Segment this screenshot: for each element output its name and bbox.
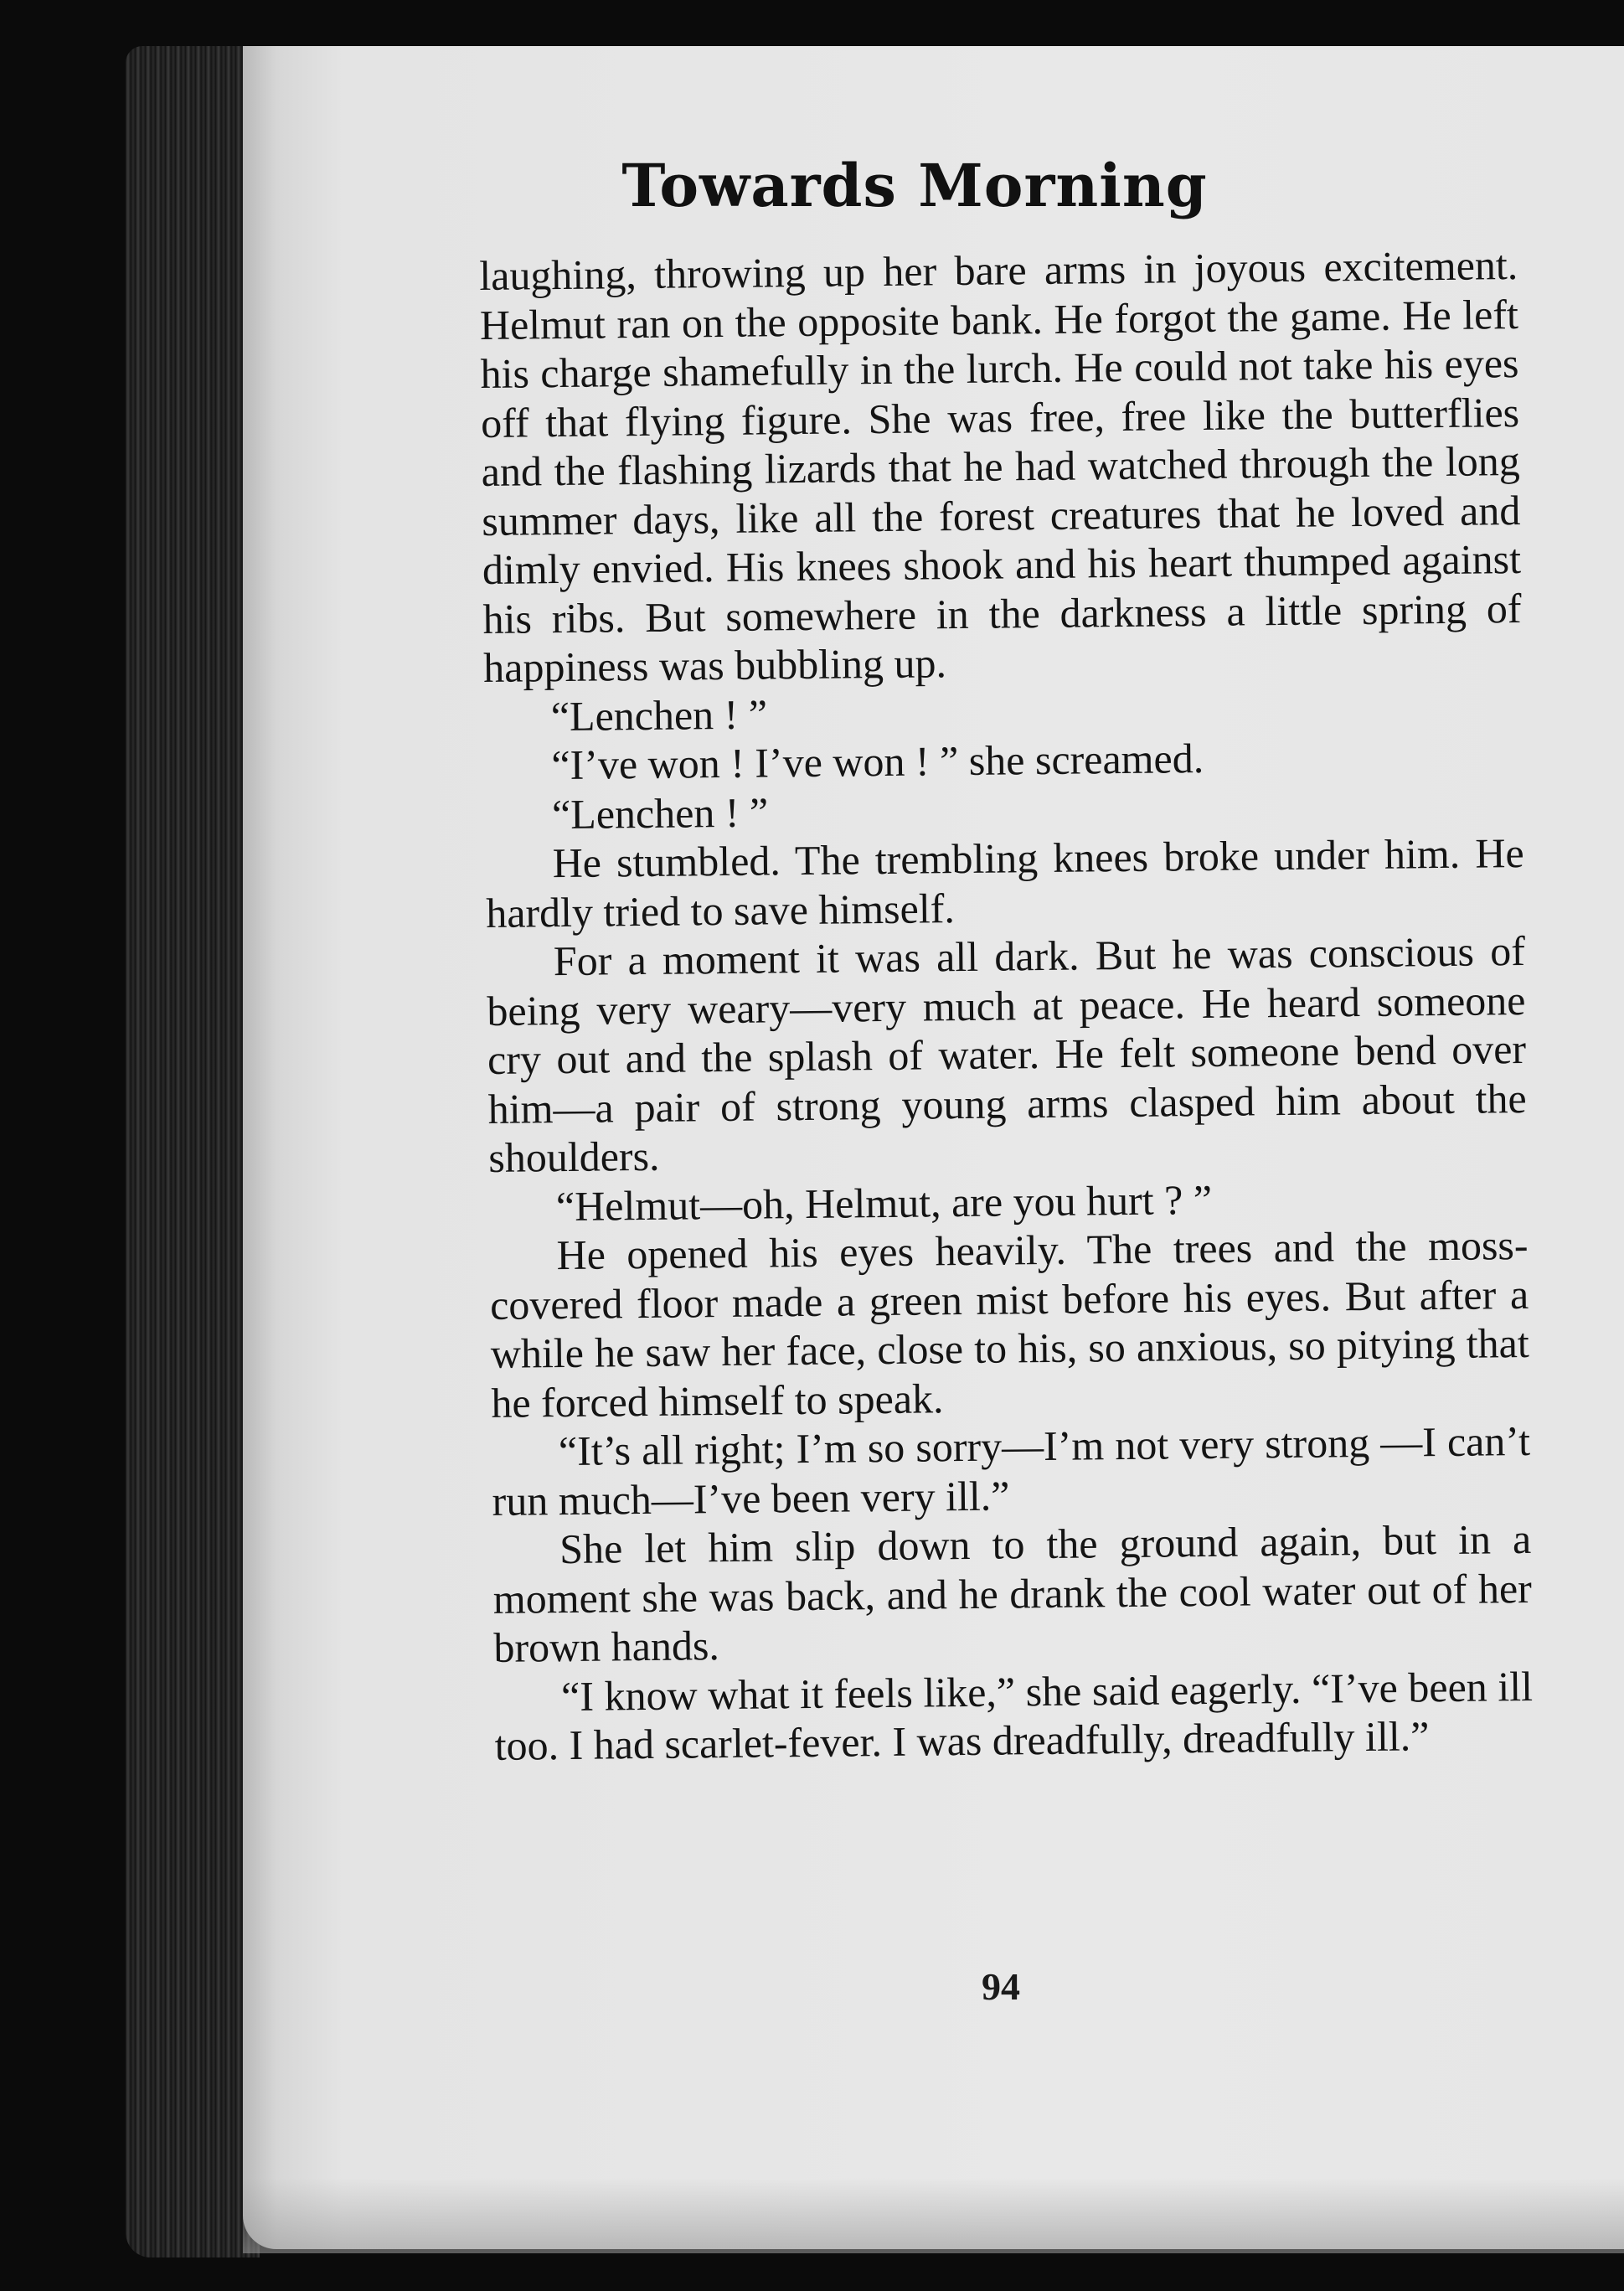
page-edges — [126, 46, 260, 2257]
dialogue-line: “Lenchen ! ” — [551, 787, 769, 838]
page-bottom-shadow — [243, 2178, 1624, 2253]
paragraph: “I know what it feels like,” she said eagerly. “I’ve been ill too. I had scarlet-fever. I was dreadfully, dreadfully ill.” — [494, 1662, 1534, 1769]
dialogue-line: “I’ve won ! I’ve won ! ” she screamed. — [551, 734, 1204, 789]
body-text — [479, 240, 1534, 1770]
paragraph: She let him slip down to the ground again, but in a moment she was back, and he drank the cool water out of her brown hands. — [492, 1514, 1533, 1671]
paragraph: He stumbled. The trembling knees broke under him. He hardly tried to save himself. — [485, 828, 1524, 937]
paragraph: He opened his eyes heavily. The trees and the moss-covered floor made a green mist before his eyes. But after a while he saw her face, close to his, so anxious, so pitying that he forced himself to speak. — [489, 1220, 1530, 1427]
dialogue-line: “Helmut—oh, Helmut, are you hurt ? ” — [555, 1175, 1213, 1230]
dialogue-line: “Lenchen ! ” — [550, 689, 768, 740]
paragraph: laughing, throwing up her bare arms in joyous excitement. Helmut ran on the opposite bank. He forgot the game. He left his charge shamefully in the lurch. He could not take his eyes off that flying figure. She was free, free like the butterflies and the flashing lizards that he had watched through the long summer days, like all the forest creatures that he loved and dimly envied. His knees shook and his heart thumped against his ribs. But somewhere in the darkness a little spring of happiness was bubbling up. — [479, 241, 1522, 691]
paragraph: “It’s all right; I’m so sorry—I’m not very strong —I can’t run much—I’ve been very ill.” — [492, 1416, 1531, 1525]
page-number: 94 — [982, 1965, 1020, 2008]
paragraph: For a moment it was all dark. But he was conscious of being very weary—very much at peace. He heard someone cry out and the splash of water. He felt someone bend over him—a pair of strong young arms clasped him about the shoulders. — [487, 926, 1527, 1181]
running-head: Towards Morning — [621, 151, 1208, 220]
